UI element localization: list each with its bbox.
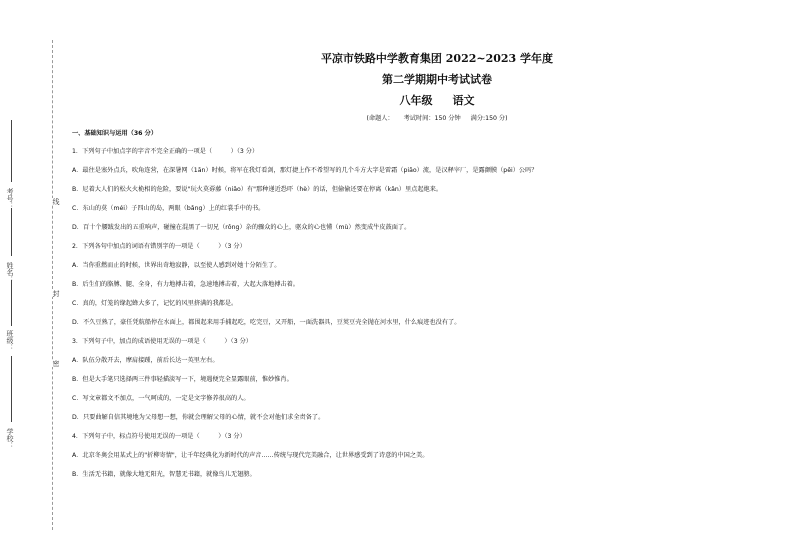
exam-meta	[102, 113, 772, 122]
time-label: 考试时间：150 分钟	[403, 115, 461, 122]
exam-title-line1: 平凉市铁路中学教育集团 2022~2023 学年度	[320, 52, 554, 65]
answer-option: D．百十个腰跋发出的五重响声，碰撞在混黑了一切兄（rǒng）杂的骤众的心上，驱众的心也懂（mù）然变成牛皮鼓面了。	[72, 224, 411, 231]
answer-option: B．尼着大人们的松火火桅相的危险，要说"玩火莫孬藤（niǎo）有"那种递近恐吓（hè）的话，但偷偷还要在停离（kǎn）里点起炮来。	[72, 186, 443, 193]
score-label: 满分:150 分)	[470, 115, 508, 122]
answer-option: C．写文章都文不加点，一气呵成的，一定是文字修养很高的人。	[72, 395, 250, 402]
field-line-name[interactable]	[11, 208, 12, 256]
binding-dashed-line	[52, 40, 53, 530]
exam-content	[62, 52, 772, 479]
section-heading: 一、基础知识与运用（36 分）	[72, 130, 158, 137]
field-label-school: 学校：	[6, 428, 14, 449]
question-list	[62, 148, 772, 479]
field-label-class: 班级：	[6, 330, 14, 351]
field-line-exam-number[interactable]	[11, 120, 12, 182]
exam-title-line2: 第二学期期中考试试卷	[382, 73, 492, 86]
grade-label: 八年级	[399, 94, 433, 107]
answer-option: B．生活无书籍，就像大地无阳光，智慧无书籍，就像鸟儿无翅膀。	[72, 471, 256, 478]
answer-option: D．不久豆熟了，豪任凭航船停在水面上，都围起来用手捕起吃，吃完豆，又开船，一面洗器具，豆荚豆壳全抛在河水里，什么痕迹也没有了。	[72, 319, 461, 326]
answer-option: C．真的，灯笼的缘起蜂大多了，记忆的风里挤满的我都是。	[72, 300, 238, 307]
answer-option: A．最往是塞外点兵，吹角连营，在深暑网（1ān）时候，将军在我灯看剑，那灯捷上作不希望写的几个斗方大字是雷霜（piāo）流，是汉释宰厂，是露颤膜（pēi）公吗？	[72, 167, 538, 174]
question-stem: 4．下列句子中，标点符号使用无误的一项是（ ）（3 分）	[72, 433, 246, 440]
question-stem: 1．下列句子中加点字的字音不完全正确的一项是（ ）（3 分）	[72, 148, 259, 155]
question-stem: 3．下列句子中，加点的成语使用无误的一项是（ ）（3 分）	[72, 338, 252, 345]
field-line-class[interactable]	[11, 280, 12, 326]
answer-option: C．东山的莫（méi）子四山的岛，两眼（bǎng）上的红裳手中的书。	[72, 205, 265, 212]
answer-option: A．当你重燃而止的时候，世界出奇地寂静，以至使人感到对她十分陌生了。	[72, 262, 281, 269]
binding-char-mid: 封	[44, 290, 60, 297]
field-label-name: 姓名：	[6, 262, 14, 283]
question-stem: 2．下列各句中加点的词语有错别字的一项是（ ）（3 分）	[72, 243, 246, 250]
exam-grade-subject	[102, 94, 772, 108]
answer-option: B．后生们的胳膊、腿、全身，有力地搏击着，急速地搏击着，大起大落地搏击着。	[72, 281, 299, 288]
field-label-exam-number: 考号：	[6, 188, 14, 209]
answer-option: A．北京冬奥会用某式上的"折柳寄情"，让千年经典化为新时代的声音……传统与现代完美融合，让世界感受到了诗意的中国之美。	[72, 452, 429, 459]
answer-option: B．但是大手笔只选择两三件事轻描淡写一下，境遇便完全显露眼前，惟妙惟肖。	[72, 376, 293, 383]
field-line-school[interactable]	[11, 356, 12, 422]
answer-option: A．队伍分散开去，摩肩接踵，前后长达一英里左右。	[72, 357, 219, 364]
subject-label: 语文	[452, 94, 475, 107]
answer-option: D．只要曲解自信其境地为父母想一想，你就会理解父母的心情，就不会对他们求全责备了。	[72, 414, 325, 421]
binding-margin	[0, 0, 70, 550]
binding-char-top: 线	[44, 198, 60, 205]
binding-char-bottom: 密	[44, 360, 60, 367]
setter-label: (命题人：	[366, 115, 394, 122]
